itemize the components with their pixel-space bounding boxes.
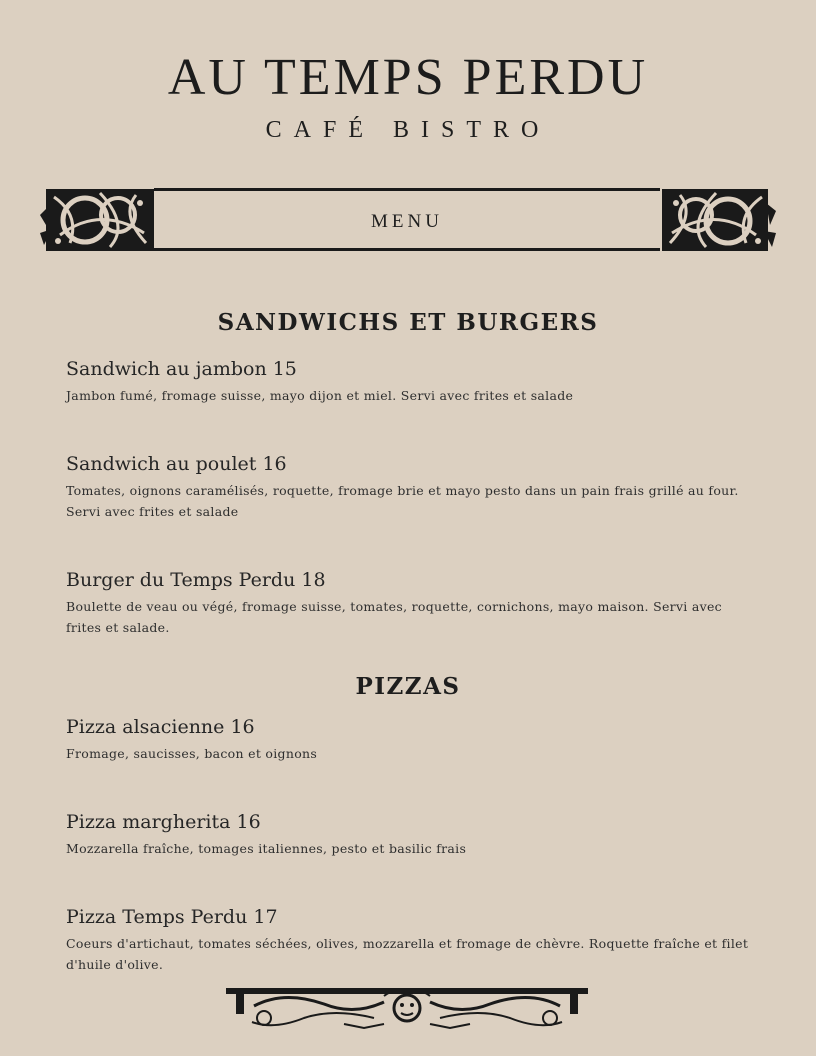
menu-item-description: Jambon fumé, fromage suisse, mayo dijon et miel. Servi avec frites et salade	[66, 388, 574, 403]
menu-item-description: Tomates, oignons caramélisés, roquette, fromage brie et mayo pesto dans un pain frais grillé au four. Servi avec frites et salade	[66, 483, 739, 519]
menu-item-description: Coeurs d'artichaut, tomates séchées, olives, mozzarella et fromage de chèvre. Roquette fraîche et filet d'huile d'olive.	[66, 936, 749, 972]
menu-item-name: Burger du Temps Perdu 18	[66, 569, 326, 591]
menu-item	[66, 810, 756, 859]
footer-ornament-icon	[224, 984, 590, 1032]
menu-item	[66, 715, 756, 764]
menu-item-name: Pizza margherita 16	[66, 811, 261, 833]
menu-item	[66, 357, 756, 406]
menu-item-description: Fromage, saucisses, bacon et oignons	[66, 746, 318, 761]
menu-item-name: Pizza alsacienne 16	[66, 716, 255, 738]
menu-item-description: Mozzarella fraîche, tomages italiennes, pesto et basilic frais	[66, 841, 467, 856]
celtic-knot-right-icon	[658, 185, 776, 255]
menu-item	[66, 568, 756, 638]
menu-banner-label: MENU	[371, 211, 443, 232]
celtic-knot-left-icon	[40, 185, 158, 255]
menu-item	[66, 905, 756, 975]
restaurant-subtitle: CAFÉ BISTRO	[265, 117, 551, 143]
menu-item-description: Boulette de veau ou végé, fromage suisse, tomates, roquette, cornichons, mayo maison. Servi avec frites et salade.	[66, 599, 722, 635]
menu-item	[66, 452, 756, 522]
restaurant-name: AU TEMPS PERDU	[167, 49, 649, 106]
section-title-sandwichs: SANDWICHS ET BURGERS	[217, 309, 599, 336]
menu-item-name: Sandwich au poulet 16	[66, 453, 287, 475]
menu-item-name: Sandwich au jambon 15	[66, 358, 297, 380]
menu-item-name: Pizza Temps Perdu 17	[66, 906, 278, 928]
menu-banner	[40, 185, 775, 257]
section-title-pizzas: PIZZAS	[355, 673, 461, 700]
